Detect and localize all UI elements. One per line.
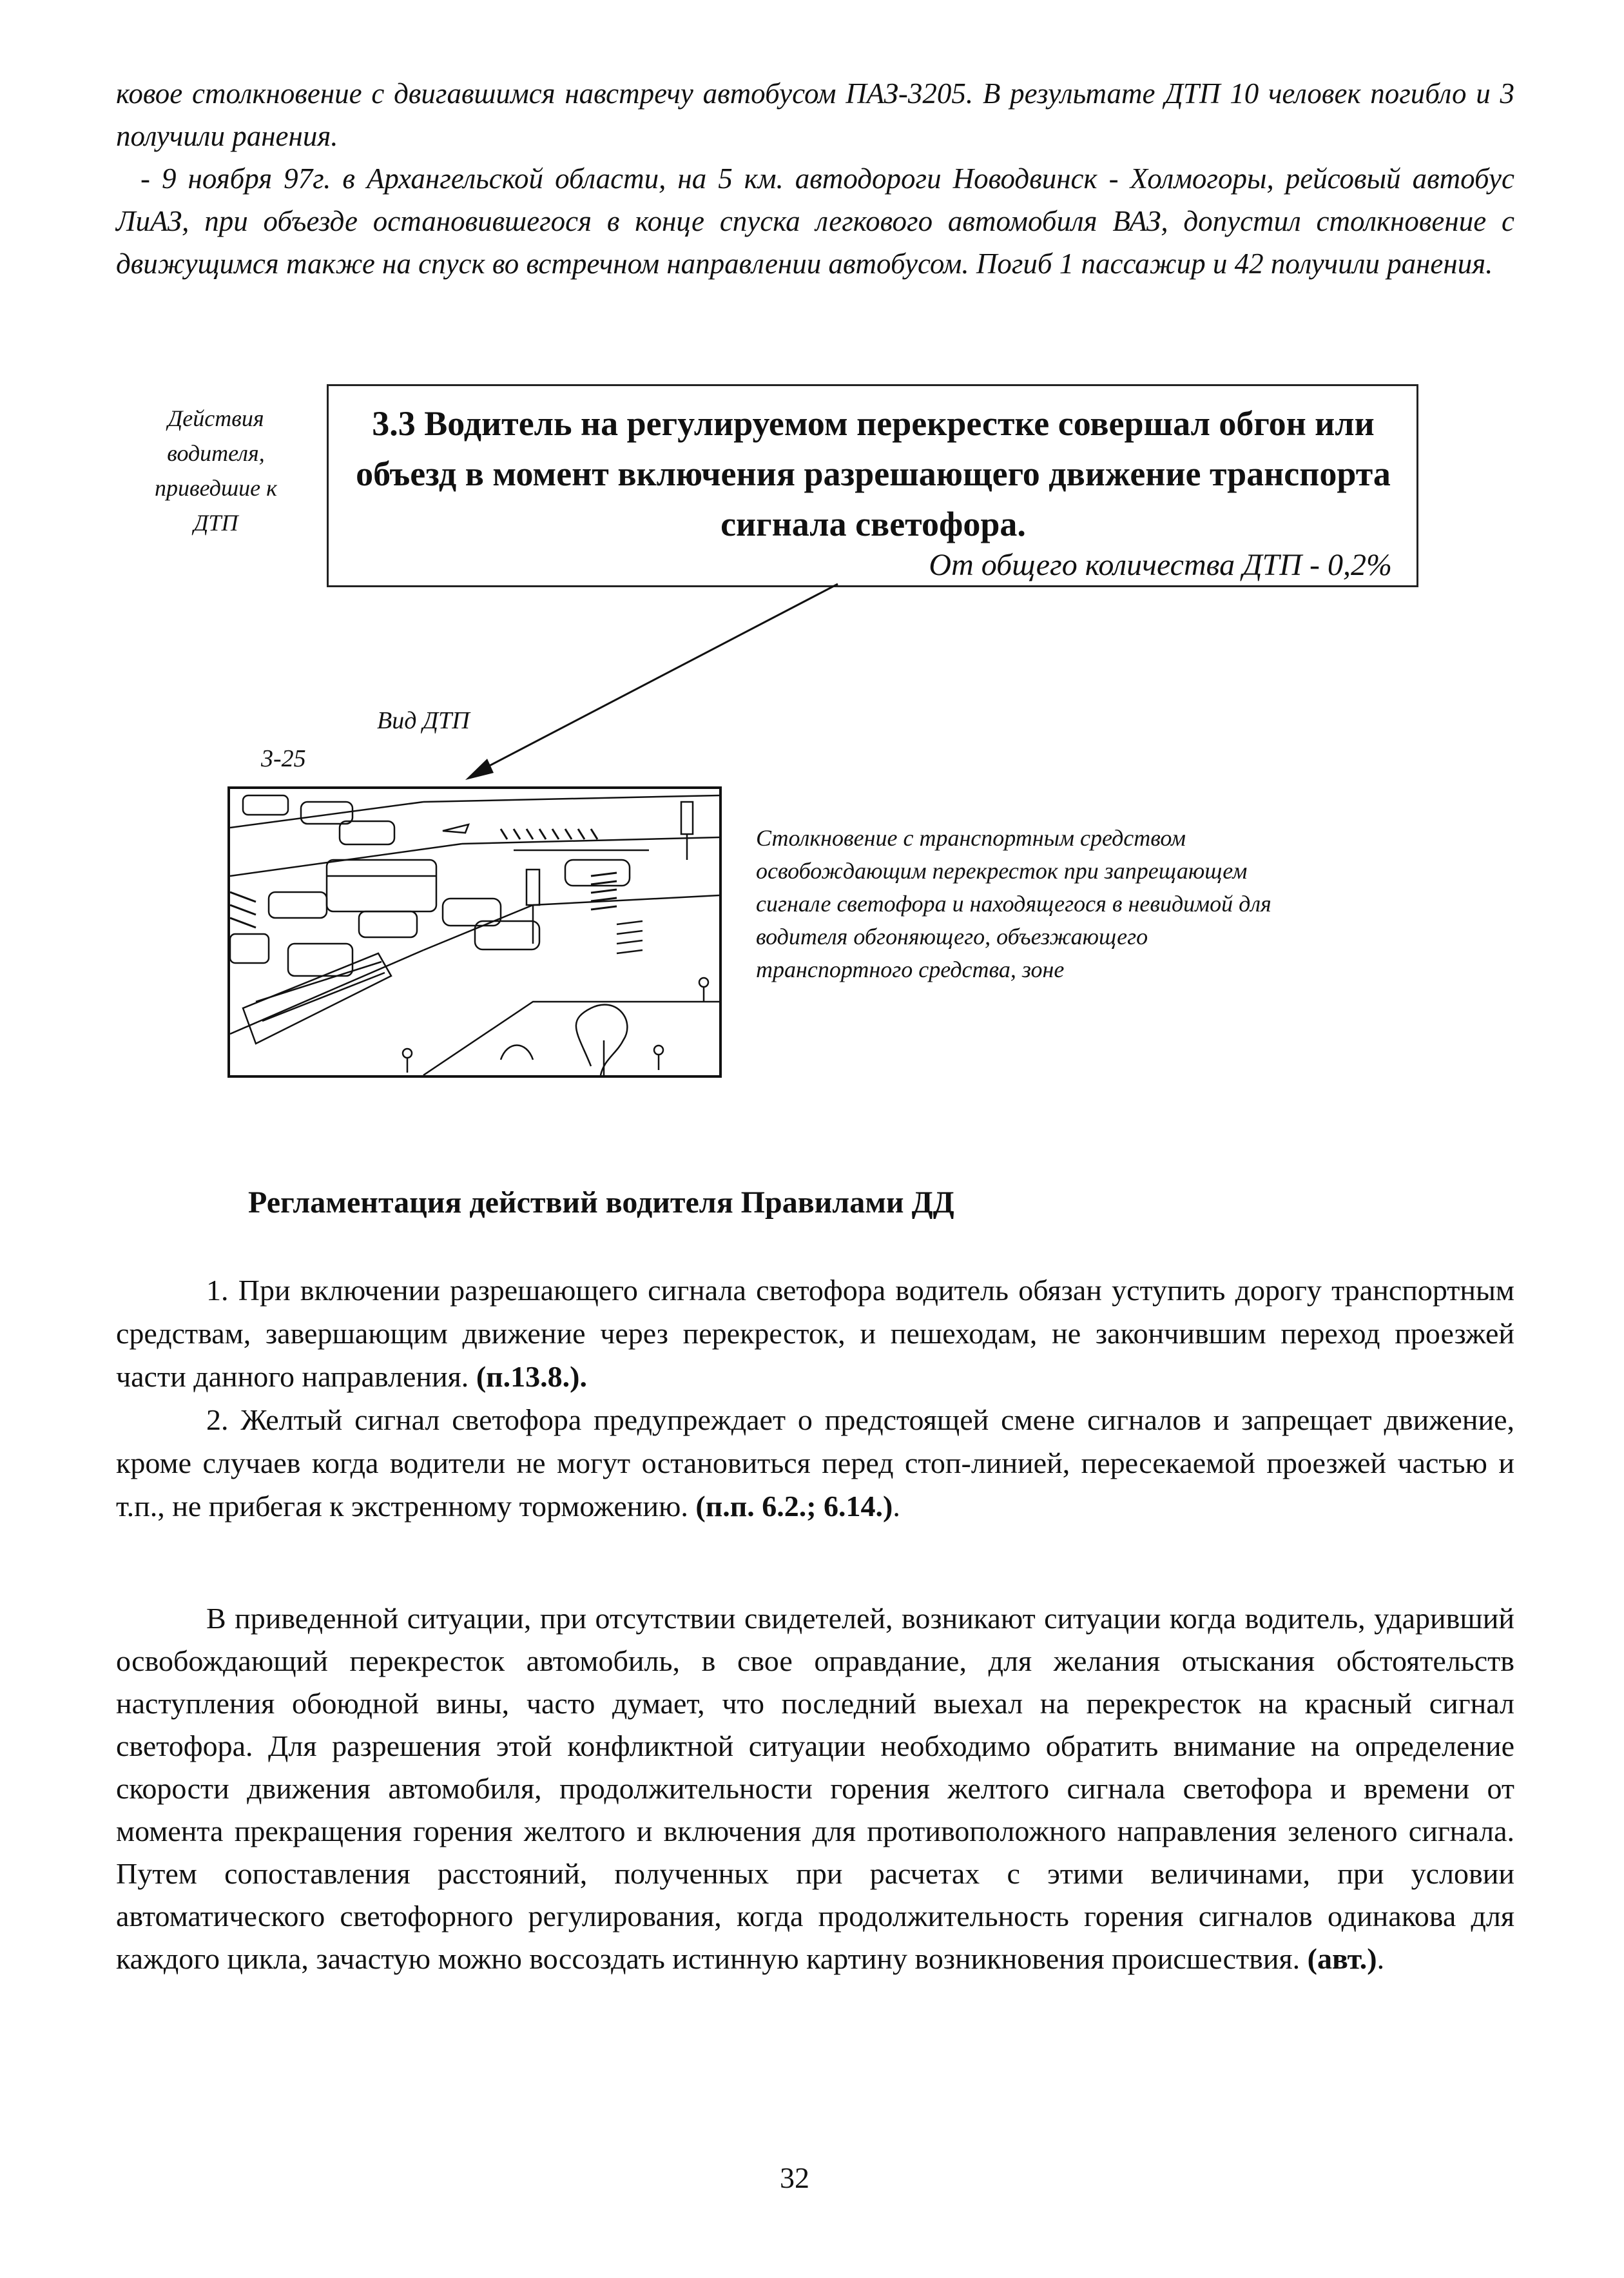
regulation-item-2-end: .	[893, 1490, 900, 1523]
section-stat: От общего количества ДТП - 0,2%	[929, 548, 1392, 582]
analysis-paragraph-text: В приведенной ситуации, при отсутствии свидетелей, возникают ситуации когда водитель, ударивший освобождающий перекресток автомобиль, в свое оправдание, для желания отыскания обстоятельств наступления обоюдной вины, часто думает, что последний выехал на перекресток на красный сигнал светофора. Для разрешения этой конфликтной ситуации необходимо обратить внимание на определение скорости движения автомобиля, продолжительности горения желтого сигнала светофора и времени от момента прекращения горения желтого и включения для противоположного направления зеленого сигнала. Путем сопоставления расстояний, полученных при расчетах с этими величинами, при условии автоматического светофорного регулирования, когда продолжительность горения сигналов одинакова для каждого цикла, зачастую можно воссоздать истинную картину возникновения происшествия.	[116, 1602, 1514, 1975]
regulation-item-2-text: 2. Желтый сигнал светофора предупреждает о предстоящей смене сигналов и запрещает движение, кроме случаев когда водители не могут остановиться перед стоп-линией, пересекаемой проезжей частью и т.п., не прибегая к экстренному торможению.	[116, 1403, 1514, 1523]
section-title: 3.3 Водитель на регулируемом перекрестке совершал обгон или объезд в момент включения разрешающего движение транспорта сигнала светофора.	[356, 404, 1391, 543]
figure-caption: Столкновение с транспортным средством освобождающим перекресток при запрещающем сигнале светофора и находящегося в невидимой для водителя обгоняющего, объезжающего транспортного средства, зоне	[756, 825, 1271, 982]
analysis-text	[116, 1597, 1514, 1980]
regulation-heading: Регламентация действий водителя Правилами ДД	[248, 1185, 954, 1220]
sidebar-note: Действия водителя, приведшие к ДТП	[155, 405, 277, 536]
analysis-paragraph	[116, 1597, 1514, 1980]
pointer-arrow	[0, 0, 1624, 838]
figure-number: 3-25	[261, 745, 306, 772]
regulation-item-1-ref: (п.13.8.).	[476, 1360, 587, 1393]
regulation-item-1	[116, 1269, 1514, 1398]
intersection-drawing	[230, 789, 719, 1075]
analysis-end: .	[1377, 1942, 1385, 1975]
analysis-ref: (авт.)	[1307, 1942, 1377, 1975]
figure-type-label: Вид ДТП	[377, 707, 470, 734]
page-number: 32	[780, 2161, 809, 2194]
regulation-item-2	[116, 1398, 1514, 1528]
intro-paragraph-2: - 9 ноября 97г. в Архангельской области, на 5 км. автодороги Новодвинск - Холмогоры, рейсовый автобус ЛиАЗ, при объезде остановившегося в конце спуска легкового автомобиля ВАЗ, допустил столкновение с движущимся также на спуск во встречном направлении автобусом. Погиб 1 пассажир и 42 получили ранения.	[116, 162, 1514, 280]
intersection-illustration	[227, 786, 722, 1078]
regulation-item-2-ref: (п.п. 6.2.; 6.14.)	[695, 1490, 893, 1523]
regulation-item-1-text: 1. При включении разрешающего сигнала светофора водитель обязан уступить дорогу транспортным средствам, завершающим движение через перекресток, и пешеходам, не закончившим переход проезжей части данного направления.	[116, 1274, 1514, 1393]
intro-paragraph-1: ковое столкновение с двигавшимся навстречу автобусом ПАЗ-3205. В результате ДТП 10 человек погибло и 3 получили ранения.	[116, 77, 1514, 152]
regulation-items	[116, 1269, 1514, 1528]
